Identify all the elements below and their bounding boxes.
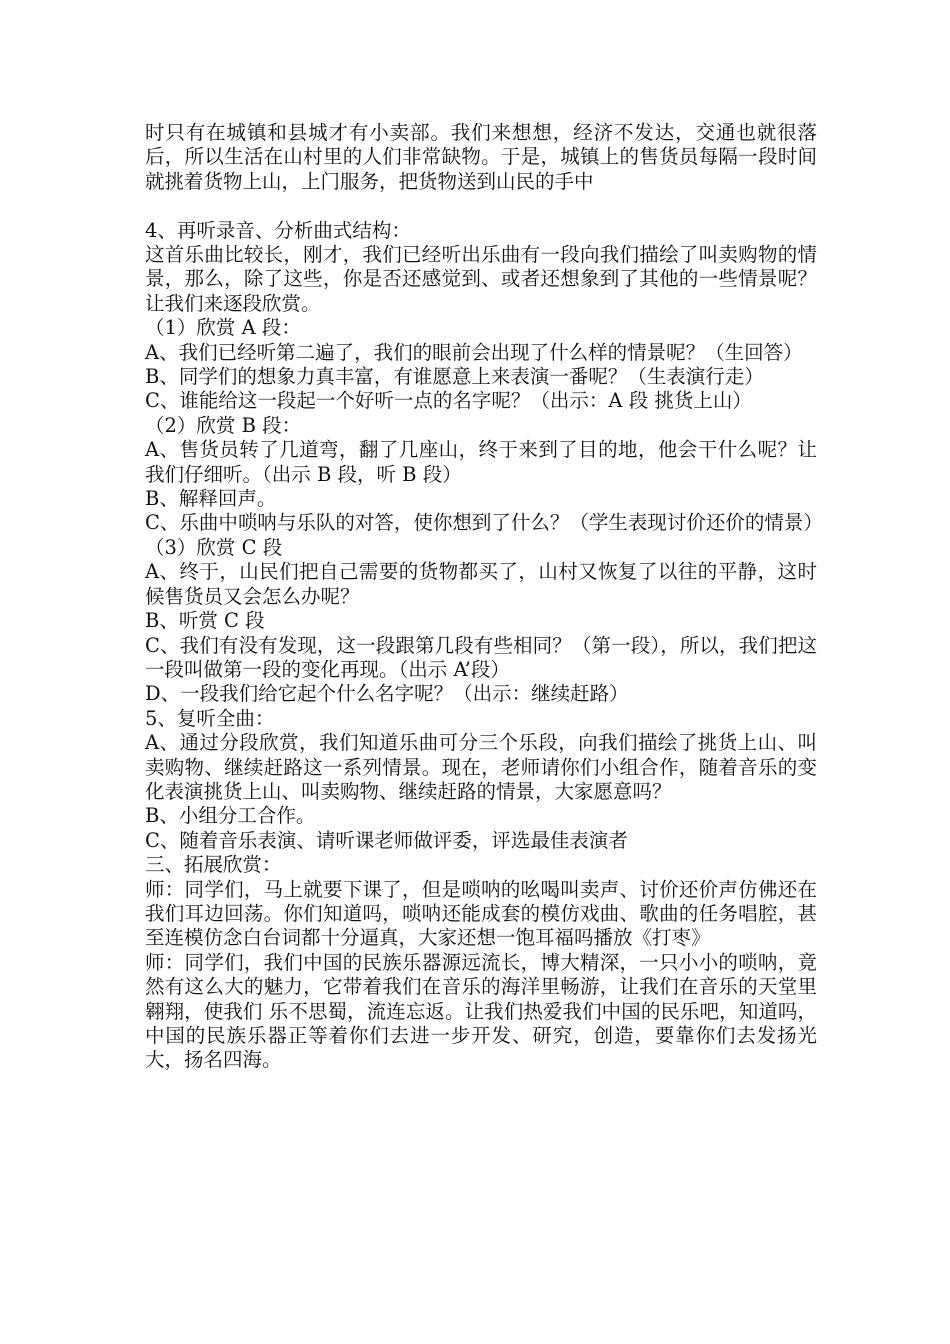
paragraph-section-c-item-c: C、我们有没有发现，这一段跟第几段有些相同？（第一段），所以，我们把这一段叫做第一段的变化再现。（出示 A’段） — [145, 633, 817, 681]
paragraph-section-a-item-a: A、我们已经听第二遍了，我们的眼前会出现了什么样的情景呢？（生回答） — [145, 340, 803, 364]
heading-step-4: 4、再听录音、分析曲式结构： — [145, 218, 411, 242]
paragraph-section-b-item-a: A、售货员转了几道弯，翻了几座山，终于来到了目的地，他会干什么呢？让我们仔细听。（出示 B 段，听 B 段） — [145, 438, 817, 486]
paragraph-step-4-intro: 这首乐曲比较长，刚才，我们已经听出乐曲有一段向我们描绘了叫卖购物的情景，那么，除了这些，你是否还感觉到、或者还想象到了其他的一些情景呢？让我们来逐段欣赏。 — [145, 243, 817, 315]
paragraph-section-b-item-c: C、乐曲中唢呐与乐队的对答，使你想到了什么？（学生表现讨价还价的情景） — [145, 511, 823, 535]
subheading-section-c: （3）欣赏 C 段 — [145, 535, 283, 559]
paragraph-intro-continued: 时只有在城镇和县城才有小卖部。我们来想想，经济不发达，交通也就很落后，所以生活在山村里的人们非常缺物。于是，城镇上的售货员每隔一段时间就挑着货物上山，上门服务，把货物送到山民的手中 — [145, 121, 817, 193]
paragraph-section-a-item-b: B、同学们的想象力真丰富，有谁愿意上来表演一番呢？（生表演行走） — [145, 365, 764, 389]
paragraph-step-5-item-b: B、小组分工合作。 — [145, 804, 316, 828]
paragraph-section-a-item-c: C、谁能给这一段起一个好听一点的名字呢？（出示：A 段 挑货上山） — [145, 389, 752, 413]
heading-step-5: 5、复听全曲： — [145, 706, 275, 730]
paragraph-teacher-2: 师：同学们，我们中国的民族乐器源远流长，博大精深，一只小小的唢呐，竟然有这么大的魅力，它带着我们在音乐的海洋里畅游，让我们在音乐的天堂里翱翔，使我们 乐不思蜀，流连忘返。让我们热爱我们中国的民乐吧，知道吗，中国的民族乐器正等着你们去进一步开发、研究，创造，要靠你们去发扬光大，扬名四海。 — [145, 950, 817, 1072]
paragraph-step-5-item-a: A、通过分段欣赏，我们知道乐曲可分三个乐段，向我们描绘了挑货上山、叫卖购物、继续赶路这一系列情景。现在，老师请你们小组合作，随着音乐的变化表演挑货上山、叫卖购物、继续赶路的情景，大家愿意吗？ — [145, 731, 817, 803]
subheading-section-b: （2）欣赏 B 段： — [145, 413, 302, 437]
subheading-section-a: （1）欣赏 A 段： — [145, 316, 301, 340]
paragraph-step-5-item-c: C、随着音乐表演、请听课老师做评委，评选最佳表演者 — [145, 828, 628, 852]
paragraph-section-c-item-a: A、终于，山民们把自己需要的货物都买了，山村又恢复了以往的平静，这时候售货员又会怎么办呢？ — [145, 560, 817, 608]
heading-extension: 三、拓展欣赏： — [145, 853, 282, 877]
paragraph-section-b-item-b: B、解释回声。 — [145, 487, 277, 511]
blank-line — [145, 194, 817, 218]
document-body — [145, 121, 823, 1073]
paragraph-section-c-item-b: B、听赏 C 段 — [145, 609, 265, 633]
paragraph-section-c-item-d: D、一段我们给它起个什么名字呢？（出示：继续赶路） — [145, 682, 629, 706]
paragraph-teacher-1: 师：同学们，马上就要下课了，但是唢呐的吆喝叫卖声、讨价还价声仿佛还在我们耳边回荡。你们知道吗，唢呐还能成套的模仿戏曲、歌曲的任务唱腔，甚至连模仿念白台词都十分逼真，大家还想一饱耳福吗播放《打枣》 — [145, 877, 817, 950]
